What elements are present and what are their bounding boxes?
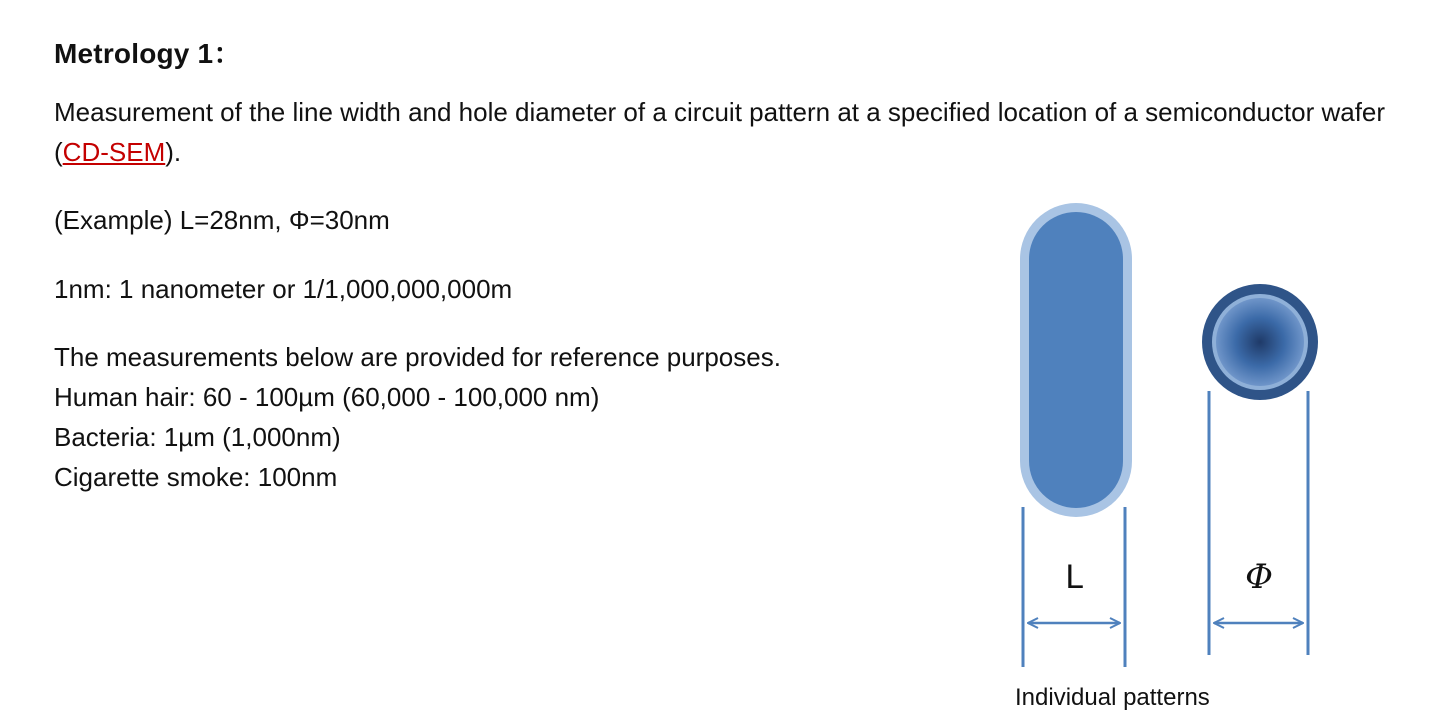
page-title: Metrology 1： <box>54 38 242 69</box>
description-text-end: ). <box>165 137 182 167</box>
hole-pattern-shape <box>1202 284 1318 400</box>
reference-intro: The measurements below are provided for reference purposes. <box>54 342 781 372</box>
description-paragraph <box>54 92 1444 172</box>
line-pattern-shape <box>1020 203 1132 517</box>
reference-block <box>54 337 781 497</box>
description-text: Measurement of the line width and hole diameter of a circuit pattern at a specified location of a semiconductor wafer ( <box>54 97 1386 167</box>
reference-item-cigarette-smoke: Cigarette smoke: 100nm <box>54 462 338 492</box>
reference-item-human-hair: Human hair: 60 - 100µm (60,000 - 100,000 nm) <box>54 382 600 412</box>
line-width-label: L <box>1065 558 1083 596</box>
hole-diameter-label: Φ <box>1245 557 1273 597</box>
pattern-figure <box>1000 195 1340 724</box>
pattern-diagram <box>1000 195 1340 685</box>
reference-item-bacteria: Bacteria: 1µm (1,000nm) <box>54 422 341 452</box>
hole-diameter-dimension <box>1209 391 1308 655</box>
cd-sem-link[interactable]: CD-SEM <box>62 137 166 167</box>
example-text: (Example) L=28nm, Φ=30nm <box>54 205 390 235</box>
figure-caption: Individual patterns <box>1015 684 1210 711</box>
unit-note: 1nm: 1 nanometer or 1/1,000,000,000m <box>54 274 513 304</box>
